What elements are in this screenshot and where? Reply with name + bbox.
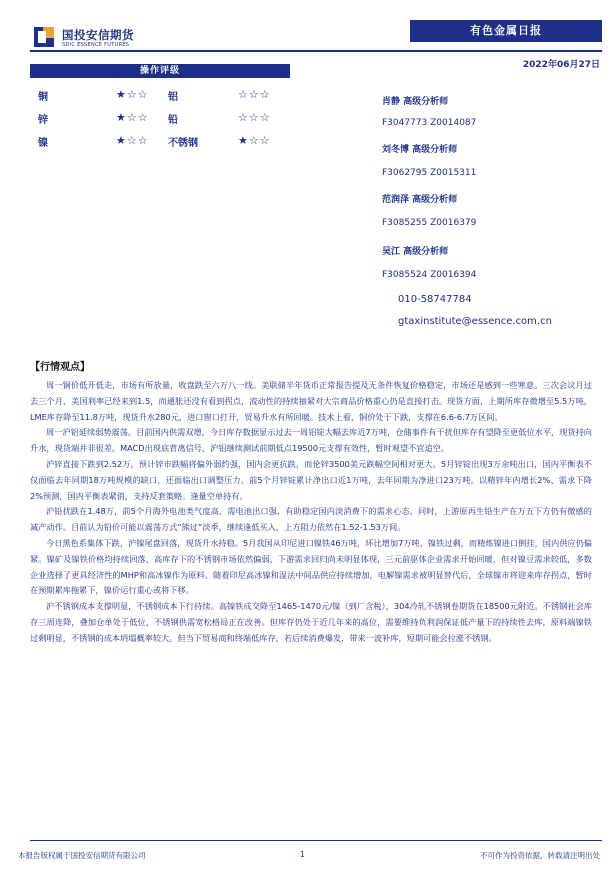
metal-label: 铝	[168, 92, 178, 103]
analyst-id: F3047773 Z0014087	[382, 118, 477, 128]
analyst-id: F3062795 Z0015311	[382, 168, 477, 178]
page-number: 1	[300, 850, 305, 859]
star-rating: ☆☆☆	[238, 111, 271, 124]
analyst-name: 刘冬博 高级分析师	[382, 145, 458, 155]
analyst-id: F3085524 Z0016394	[382, 270, 477, 280]
contact-email[interactable]: gtaxinstitute@essence.com.cn	[398, 316, 552, 327]
metal-label: 铜	[38, 92, 48, 103]
star-rating: ★☆☆	[116, 134, 149, 147]
company-name-en: SDIC ESSENCE FUTURES	[62, 42, 130, 48]
footer-divider	[30, 840, 602, 841]
company-name-cn: 国投安信期货	[62, 28, 134, 42]
contact-phone: 010-58747784	[398, 294, 472, 305]
star-rating: ☆☆☆	[238, 88, 271, 101]
rating-title: 操作评级	[30, 64, 290, 78]
metal-label: 铅	[168, 115, 178, 126]
rating-row	[38, 111, 290, 134]
report-banner: 有色金属日报	[410, 20, 602, 42]
header-divider	[30, 50, 602, 52]
company-logo-icon	[34, 27, 54, 47]
metal-label: 不锈钢	[168, 138, 198, 149]
paragraph: 沪锌直接下跌到2.52万，预计锌市跌幅将偏外弱约强，国内会更抗跌，而伦锌3500美元跌幅空间相对更大。5月锌锭出现3万余吨出口，国内平衡表不仅面临去年同期18万吨规模的缺口，还面临出口调整压力。前5个月锌锭累计净出口近1万吨，去年同期为净进口23万吨。以精锌年内增长2%、需求下降2%预测，国内平衡表紧俏，支持反套策略。逢量空单持有。	[30, 458, 592, 501]
paragraph: 今日黑色系集体下跌，沪镍尾盘回落，现货升水持稳。5月我国从印尼进口镍铁46万吨，环比增加7万吨，镍铁过剩，而精炼镍进口倒挂，国内供应仍偏紧。镍矿及镍铁价格均持续回落，高库存下的不锈钢市场依然偏弱，下游需求回归尚未明显体现，三元前驱体企业需求开始回暖，但对镍豆需求较低，多数企业选择了更具经济性的MHP和高冰镍作为原料。随着印尼高冰镍和湿法中间品供应持续增加，电解镍需求被明显替代后，全球镍市将迎来库存拐点，暂时在预期累库拖累下，镍价运行重心或将下移。	[30, 537, 592, 596]
rating-table	[38, 88, 290, 157]
analyst-name: 范润泽 高级分析师	[382, 195, 458, 205]
section-title: 【行情观点】	[30, 362, 90, 373]
metal-label: 镍	[38, 138, 48, 149]
paragraph: 沪不锈钢成本支撑明显，不锈钢成本下行持续。高镍铁成交降至1465-1470元/镍（到厂含税），304冷轧不锈钢卷期货在18500元附近。不锈钢社会库存三周连降，叠加仓单处于低位，不锈钢供需宽松格局正在改善。但库存仍处于近几年来的高位，需要维持负利润保证低产量下的持续性去库，原料端镍铁过剩明显，不锈钢的成本坍塌概率较大。但当下贸易商和终端低库存，若后续消费爆发，带来一波补库，短期可能会拉涨不锈钢。	[30, 601, 592, 643]
footer-disclaimer: 不可作为投资依据，转载请注明出处	[480, 851, 600, 860]
paragraph: 周一沪铝延续弱势震荡。目前国内供需双增，今日库存数据显示过去一周铝锭大幅去库近7万吨，仓储事件有干扰但库存有望降至更低位水平，现货持向升水，现货端并非很差。MACD出现底背离信号，沪铝继续测试前期低点19500元支撑有效性，暂时观望不宜追空。	[30, 427, 592, 454]
analyst-name: 肖静 高级分析师	[382, 97, 449, 107]
market-commentary	[30, 378, 592, 647]
paragraph: 周一铜价低开低走，市场有所放量，收盘跌至六万八一线。美联储半年货币正常报告提及无条件恢复价格稳定，市场还是感到一些寒意。三次会议月过去三个月，美国利率已经来到1.5，而通胀还没有看到拐点，流动性的持续抽紧对大宗商品价格重心仍是直接打击。现货方面，上期所库存微增至5.5万吨，LME库存降至11.8万吨，现货升水280元，进口窗口打开，贸易升水有所回暖。技术上看，铜价处于下跌，支撑在6.6-6.7万区间。	[30, 380, 592, 422]
footer-copyright: 本报告版权属于国投安信期货有限公司	[18, 851, 146, 860]
report-date: 2022年06月27日	[522, 60, 600, 70]
paragraph: 沪铅扰跌在1.48万，前5个月海外电池类气度高、需电池出口强，有助稳定国内淡消费下的需求心态。同时，上游原再生铅生产在万五下方仍有微感的减产动作。目前认为铅价可能以震荡方式“熊过”淡季，继续逢低买入，上方阻力依然在1.52-1.53万间。	[30, 506, 592, 533]
metal-label: 锌	[38, 115, 48, 126]
analyst-name: 吴江 高级分析师	[382, 247, 449, 257]
star-rating: ★☆☆	[116, 88, 149, 101]
rating-row	[38, 134, 290, 157]
rating-row	[38, 88, 290, 111]
analyst-id: F3085255 Z0016379	[382, 218, 477, 228]
star-rating: ★☆☆	[238, 134, 271, 147]
star-rating: ★☆☆	[116, 111, 149, 124]
